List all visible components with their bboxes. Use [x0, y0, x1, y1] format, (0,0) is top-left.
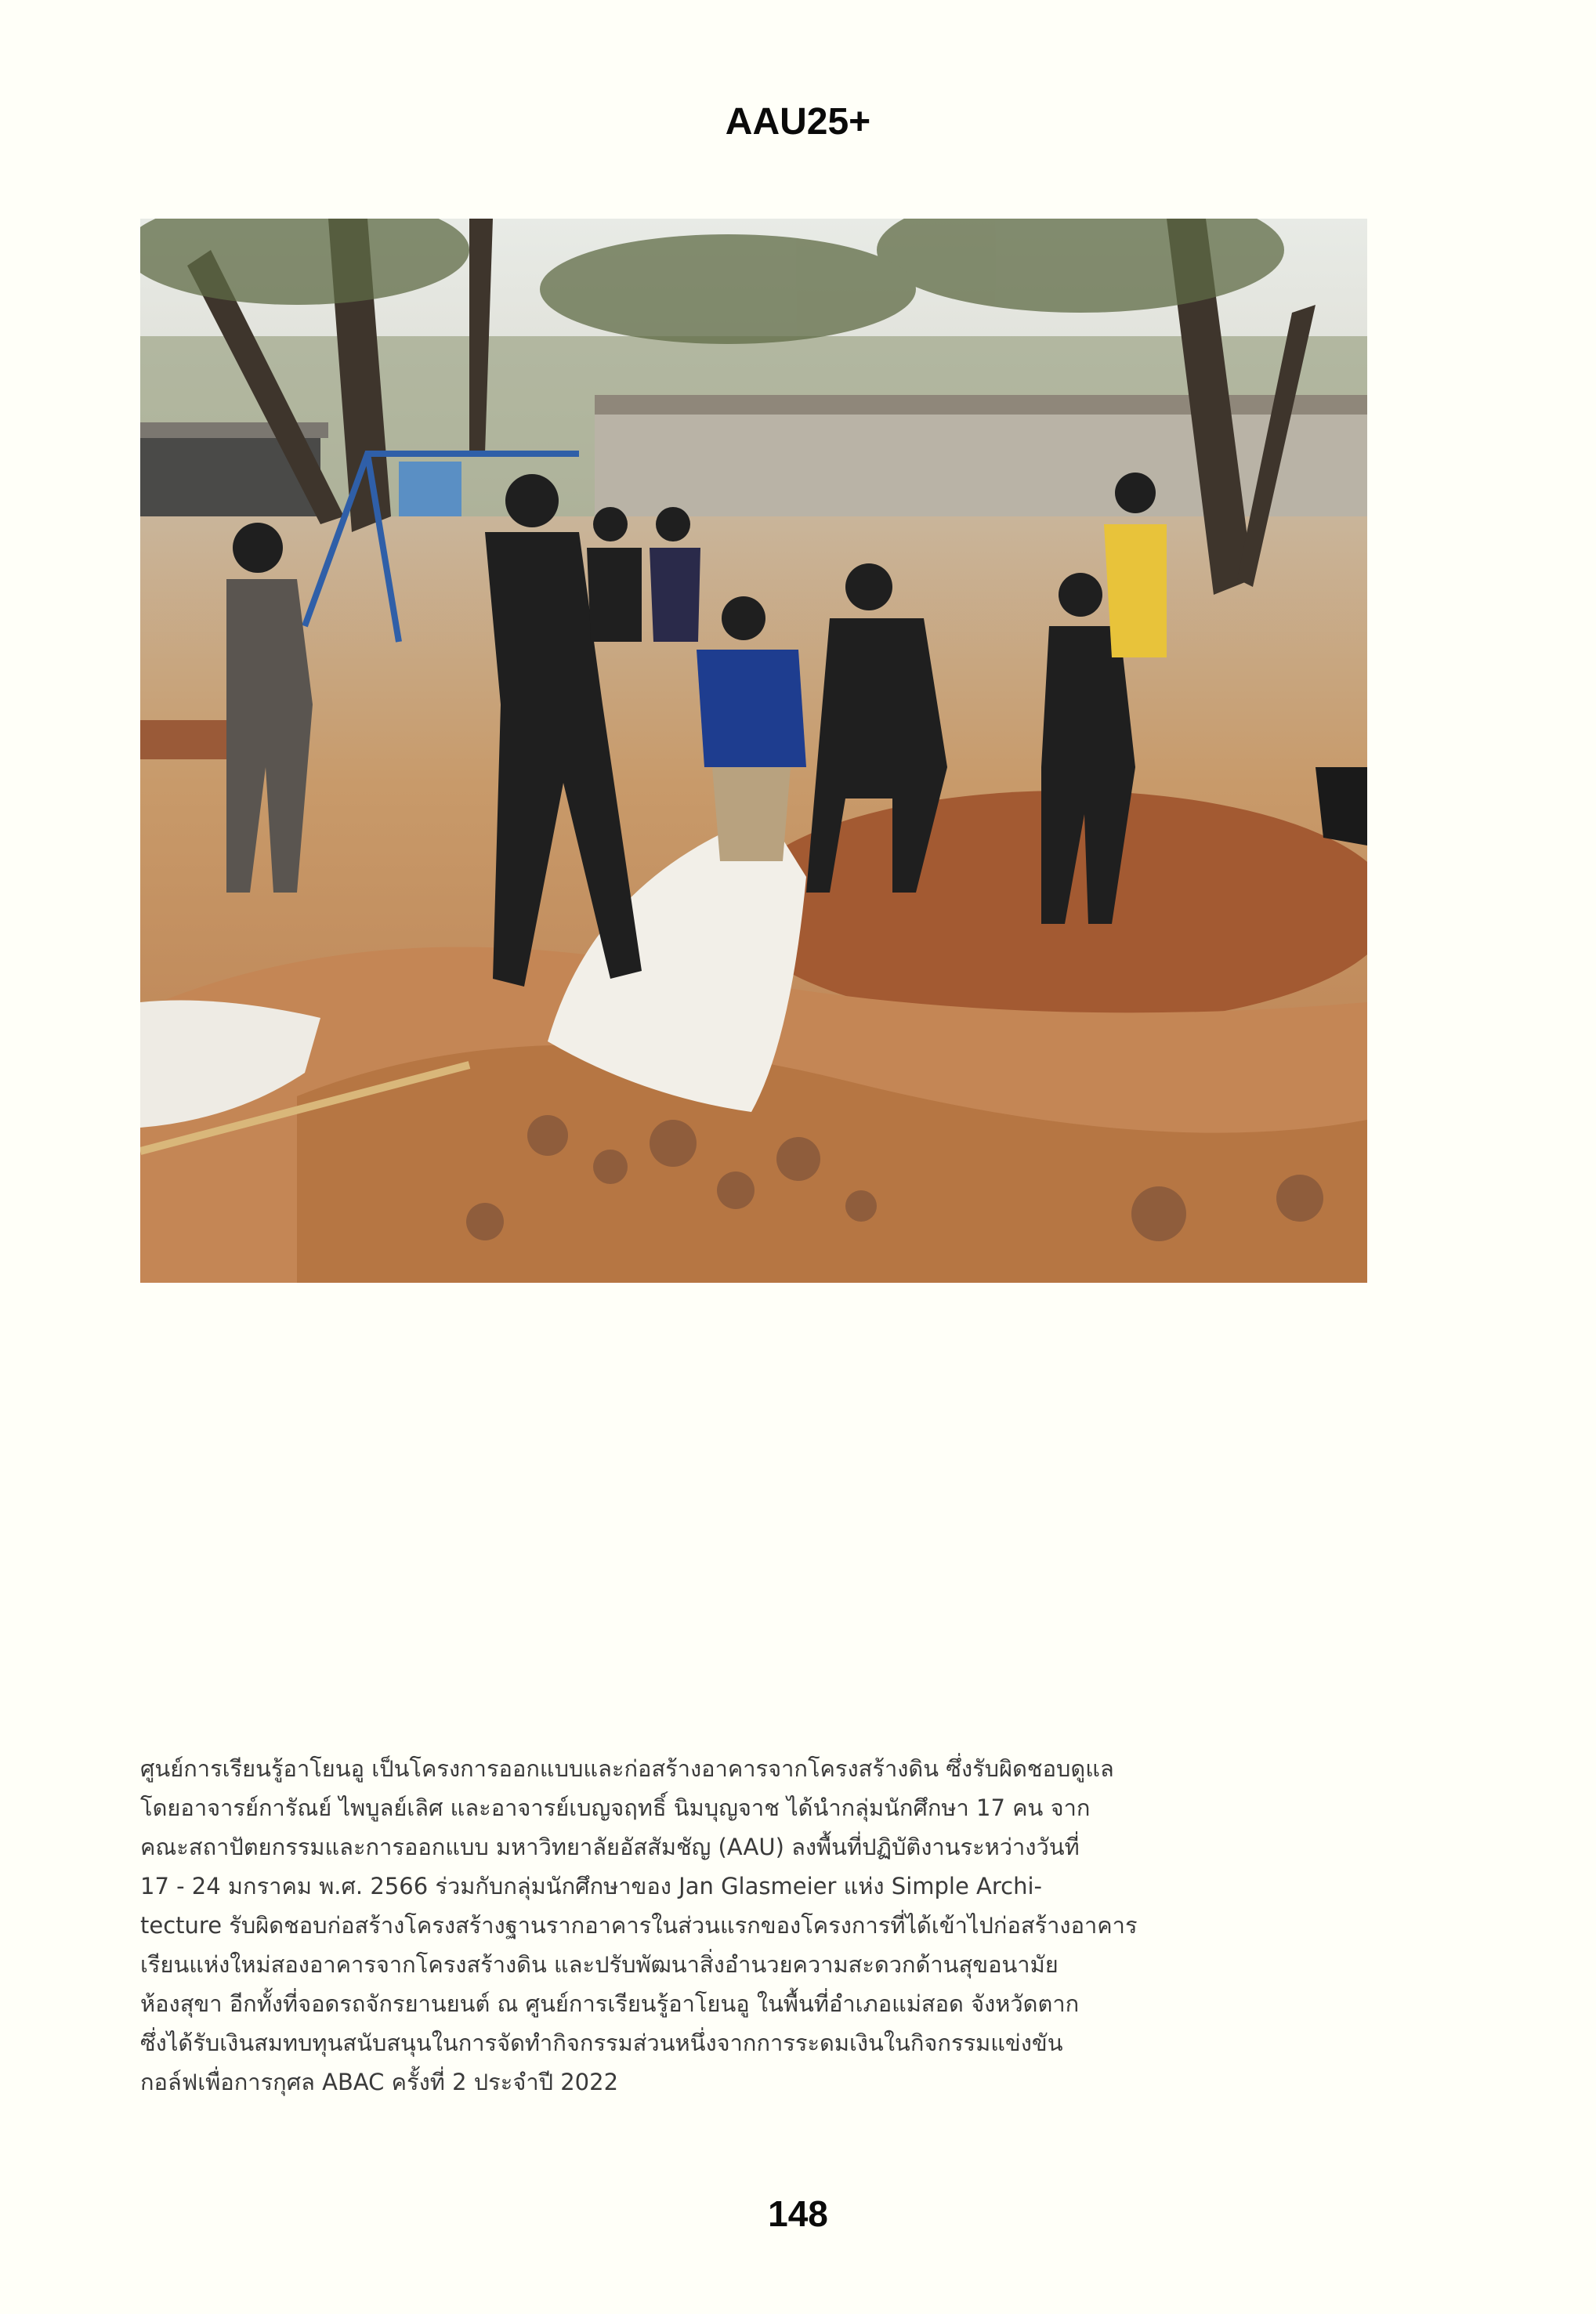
body-line: 17 - 24 มกราคม พ.ศ. 2566 ร่วมกับกลุ่มนักศึกษาของ Jan Glasmeier แห่ง Simple Archi- [140, 1873, 1043, 1899]
body-paragraph [140, 1749, 1237, 2102]
body-line: กอล์ฟเพื่อการกุศล ABAC ครั้งที่ 2 ประจำปี 2022 [140, 2069, 619, 2095]
body-line: โดยอาจารย์การัณย์ ไพบูลย์เลิศ และอาจารย์เบญจฤทธิ์ นิมบุญจาช ได้นำกลุ่มนักศึกษา 17 คน จาก [140, 1794, 1091, 1821]
photo-illustration [140, 219, 1367, 1283]
page-header-title: AAU25+ [725, 101, 871, 143]
body-line: คณะสถาปัตยกรรมและการออกแบบ มหาวิทยาลัยอัสสัมชัญ (AAU) ลงพื้นที่ปฏิบัติงานระหว่างวันที่ [140, 1834, 1080, 1860]
body-line: ศูนย์การเรียนรู้อาโยนอู เป็นโครงการออกแบบและก่อสร้างอาคารจากโครงสร้างดิน ซึ่งรับผิดชอบดูแล [140, 1755, 1114, 1782]
page-number: 148 [768, 2193, 828, 2234]
body-line: ซึ่งได้รับเงินสมทบทุนสนับสนุนในการจัดทำกิจกรรมส่วนหนึ่งจากการระดมเงินในกิจกรรมแข่งขัน [140, 2030, 1063, 2056]
body-line: tecture รับผิดชอบก่อสร้างโครงสร้างฐานรากอาคารในส่วนแรกของโครงการที่ได้เข้าไปก่อสร้างอาคาร [140, 1912, 1138, 1939]
body-line: เรียนแห่งใหม่สองอาคารจากโครงสร้างดิน และปรับพัฒนาสิ่งอำนวยความสะดวกด้านสุขอนามัย [140, 1951, 1059, 1978]
body-line: ห้องสุขา อีกทั้งที่จอดรถจักรยานยนต์ ณ ศูนย์การเรียนรู้อาโยนอู ในพื้นที่อำเภอแม่สอด จังหวัดตาก [140, 1990, 1080, 2017]
site-photo [140, 219, 1367, 1283]
